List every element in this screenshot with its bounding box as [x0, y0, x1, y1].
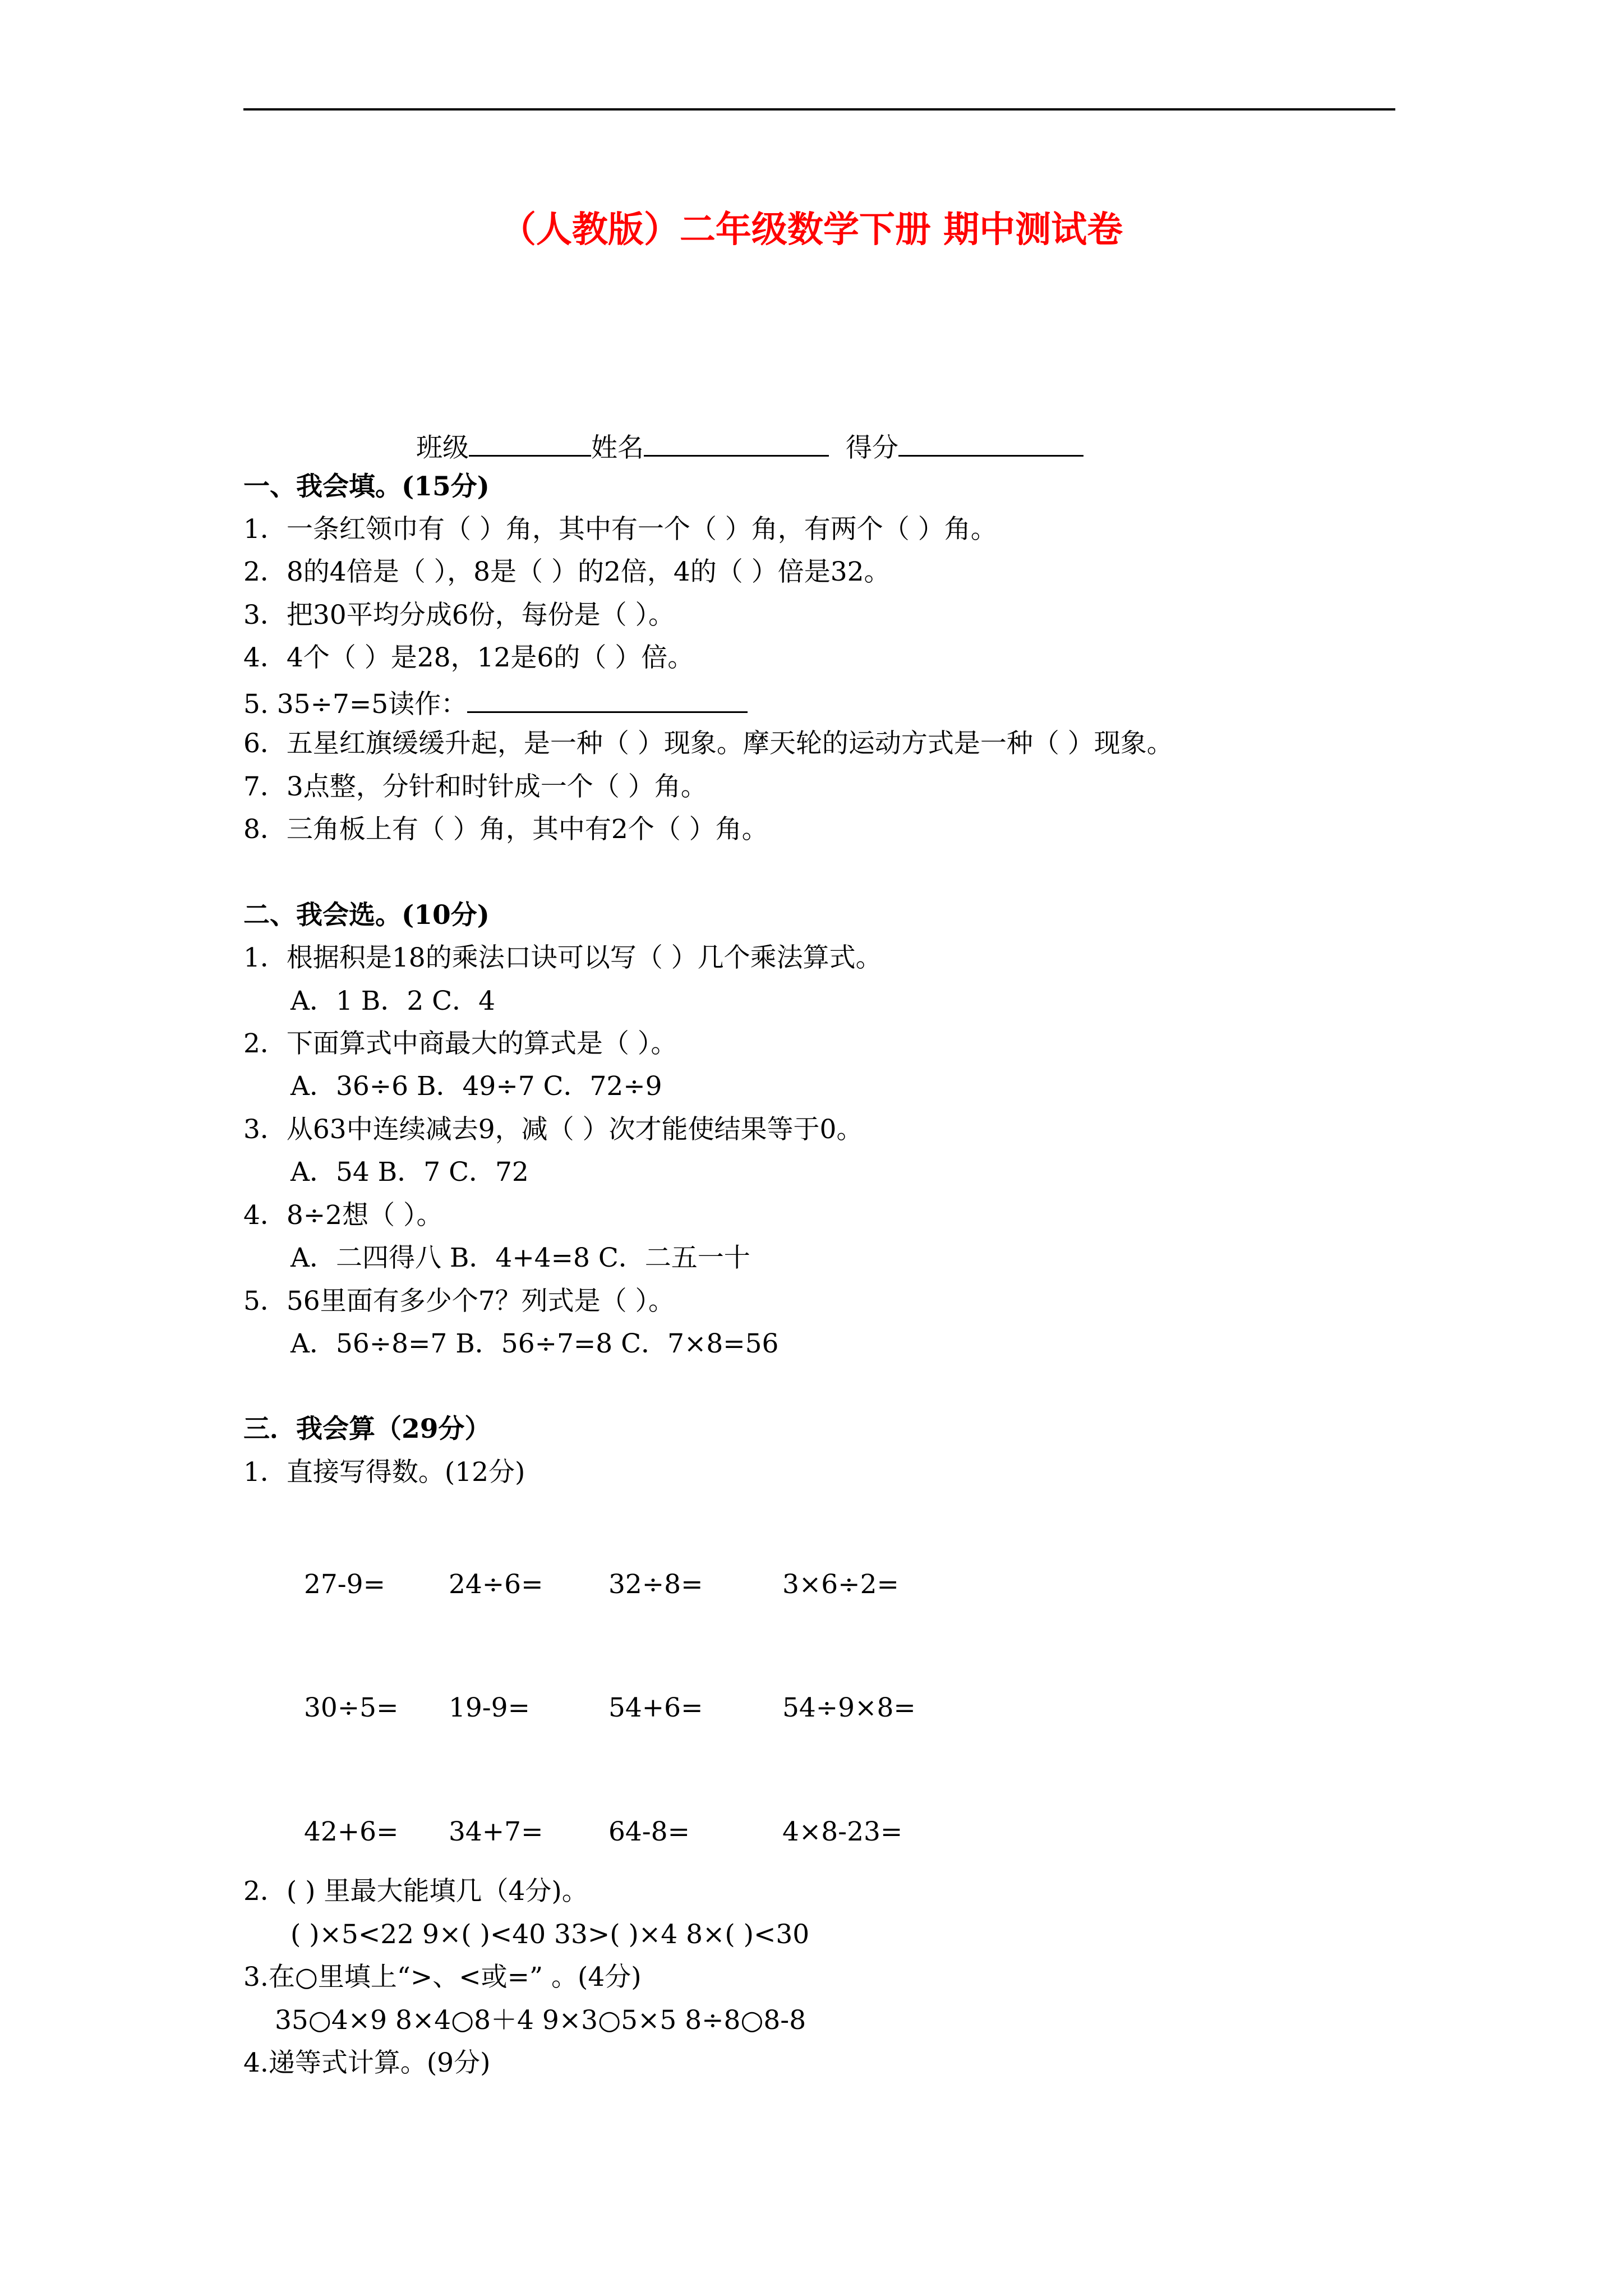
calc-cell: 64-8= [608, 1816, 690, 1847]
s2-q3: 3．从63中连续减去9，减（ ）次才能使结果等于0。 [243, 1114, 863, 1145]
name-label: 姓名 [591, 432, 644, 463]
s2-q5-options: A．56÷8=7 B．56÷7=8 C．7×8=56 [291, 1328, 779, 1359]
calc-cell: 24÷6= [449, 1569, 543, 1600]
s2-q3-options: A．54 B．7 C．72 [291, 1157, 529, 1188]
calc-cell: 3×6÷2= [782, 1569, 899, 1600]
section-2-heading: 二、我会选。(10分) [243, 900, 490, 931]
calc-cell: 27-9= [304, 1569, 385, 1600]
s1-item-5-line [243, 684, 748, 721]
calc-cell: 19-9= [449, 1692, 530, 1723]
s1-item-8: 8．三角板上有（ ）角，其中有2个（ ）角。 [243, 814, 768, 845]
s1-item-7: 7．3点整，分针和时针成一个（ ）角。 [243, 771, 707, 802]
s2-q5: 5．56里面有多少个7？列式是（ ）。 [243, 1286, 675, 1317]
s1-item-2: 2．8的4倍是（ ），8是（ ）的2倍，4的（ ）倍是32。 [243, 556, 891, 587]
s2-q4: 4．8÷2想（ ）。 [243, 1200, 443, 1231]
s2-q2: 2．下面算式中商最大的算式是（ ）。 [243, 1028, 677, 1059]
s2-q1-options: A．1 B．2 C．4 [291, 986, 496, 1016]
section-3-heading: 三．我会算（29分） [243, 1414, 491, 1444]
score-blank[interactable] [898, 428, 1083, 457]
s2-q4-options: A．二四得八 B．4+4=8 C．二五一十 [291, 1243, 750, 1273]
s2-q2-options: A．36÷6 B．49÷7 C．72÷9 [291, 1071, 662, 1102]
s1-item-4: 4．4个（ ）是28，12是6的（ ）倍。 [243, 642, 694, 673]
class-blank[interactable] [469, 428, 591, 457]
section-1-heading: 一、我会填。(15分) [243, 471, 490, 502]
s3-q2-items: ( )×5<22 9×( )<40 33>( )×4 8×( )<30 [291, 1919, 810, 1950]
calc-cell: 30÷5= [304, 1692, 399, 1723]
calc-cell: 32÷8= [608, 1569, 703, 1600]
s2-q1: 1．根据积是18的乘法口诀可以写（ ）几个乘法算式。 [243, 942, 882, 973]
s3-q2: 2．( ) 里最大能填几（4分)。 [243, 1876, 588, 1907]
s3-q4: 4.递等式计算。(9分) [243, 2047, 491, 2078]
calc-cell: 54÷9×8= [782, 1692, 916, 1723]
top-rule [243, 108, 1395, 111]
score-label: 得分 [846, 432, 898, 463]
class-label: 班级 [416, 432, 469, 463]
reading-blank[interactable] [467, 684, 748, 713]
calc-cell: 54+6= [608, 1692, 703, 1723]
s3-q3: 3.在○里填上“>、<或=” 。(4分) [243, 1962, 642, 1993]
calc-cell: 42+6= [304, 1816, 399, 1847]
s1-item-5: 5. 35÷7=5读作： [243, 689, 468, 720]
s1-item-6: 6．五星红旗缓缓升起，是一种（ ）现象。摩天轮的运动方式是一种（ ）现象。 [243, 728, 1173, 759]
page-title: （人教版）二年级数学下册 期中测试卷 [500, 209, 1123, 251]
s1-item-1: 1．一条红领巾有（ ）角，其中有一个（ ）角，有两个（ ）角。 [243, 514, 997, 545]
calc-cell: 4×8-23= [782, 1816, 903, 1847]
s3-q3-items: 35○4×9 8×4○8＋4 9×3○5×5 8÷8○8-8 [275, 2005, 806, 2036]
student-info-line [416, 428, 1083, 465]
name-blank[interactable] [644, 428, 829, 457]
s3-q1: 1．直接写得数。(12分) [243, 1457, 525, 1488]
s1-item-3: 3．把30平均分成6份，每份是（ ）。 [243, 600, 675, 631]
calc-cell: 34+7= [449, 1816, 543, 1847]
